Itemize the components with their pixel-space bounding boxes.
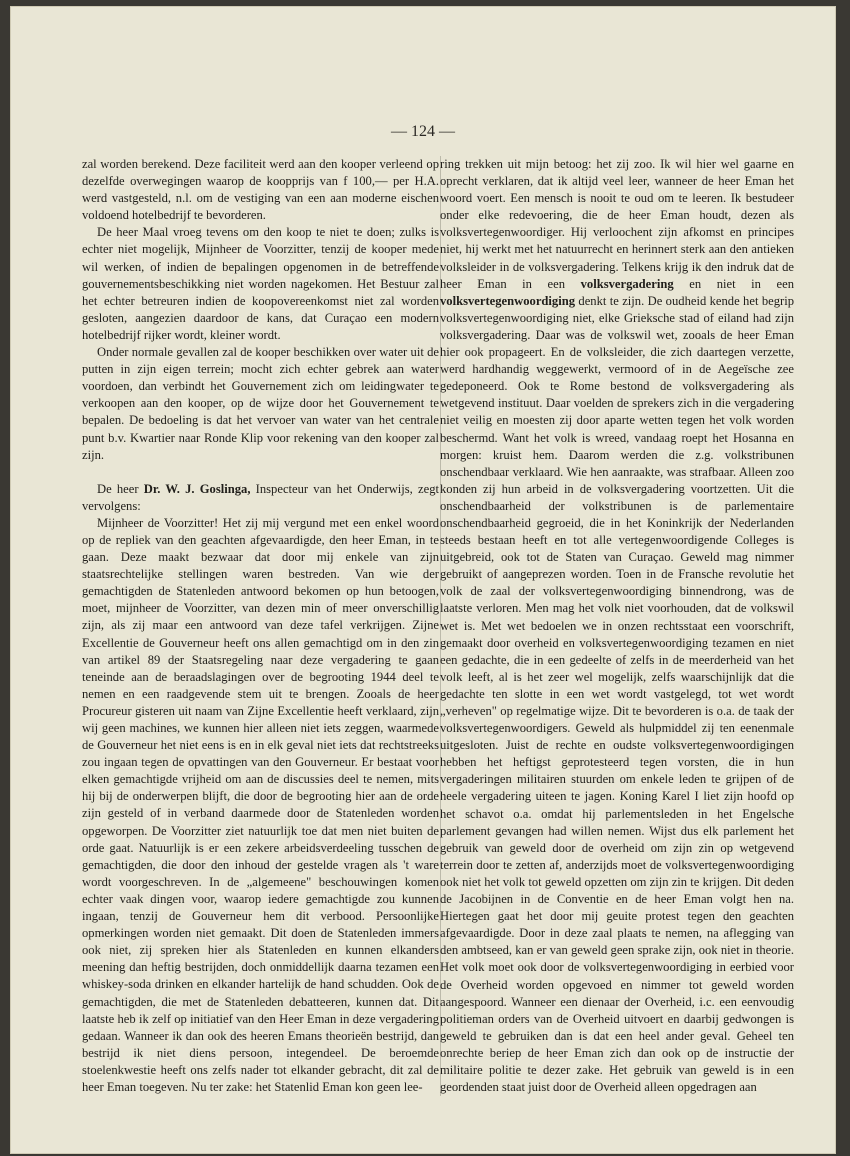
text-run: en niet in een — [673, 276, 794, 291]
paragraph: De heer Maal vroeg tevens om den koop te niet te doen; zulks is echter niet mogelijk, Mijnheer de Voorzitter, tenzij de kooper mede wil werken, of indien de bepalingen opgenomen in de betreffende gouvernementsbeschikking niet worden nagekomen. Het Bestuur zal het echter betreuren indien de koopovereenkomst niet zal worden gesloten, aangezien daardoor de kans, dat Curaçao een modern hotelbedrijf rijker wordt, kleiner wordt. — [82, 225, 439, 342]
text-run: ring trekken uit mijn betoog: het zij zoo. Ik wil hier wel gaarne en oprecht verklaren, dat ik altijd veel leer, wanneer de heer Eman het woord voert. Een mensch is nooit te oud om te leeren. Ik bestudeer onder elke redevoering, die de heer Eman houdt, dezen als volksvertegenwoordiger. Hij verloochent zijn afkomst en principes niet, hij werkt met het natuurrecht en herinnert sterk aan den antieken volksleider in de volksvergadering. Telkens krijg ik den indruk dat de heer Eman in een — [440, 157, 794, 291]
paragraph: Onder normale gevallen zal de kooper beschikken over water uit de putten in zijn eigen terrein; mocht zich echter gebrek aan water voordoen, dan verbindt het Gouvernement zich om leidingwater te verkoopen aan den kooper, op de wijze door het Gouvernement te bepalen. De bedoeling is dat het vervoer van water van het centrale punt b.v. Kwartier naar Ronde Klip voor rekening van den kooper zal zijn. — [82, 345, 439, 462]
paragraph: Mijnheer de Voorzitter! Het zij mij vergund met een enkel woord op de repliek van den geachten afgevaardigde, den heer Eman, in te gaan. Deze maakt bezwaar dat door mij enkele van zijn staatsrechtelijke stellingen waren bestreden. Van wie der gemachtigden de Statenleden antwoord bekomen op hun betoogen, moet, mijnheer de Voorzitter, van dezen min of meer onverschillig zijn, als zij maar een antwoord van deze tafel verkrijgen. Zijne Excellentie de Gouverneur heeft ons allen gemachtigd om in den zin van artikel 89 der Staatsregeling naar deze vergadering te gaan teneinde aan de beraadslagingen over de begrooting 1944 deel te nemen en een raadgevende stem uit te brengen. Zooals de heer Procureur gisteren uit naam van Zijne Excellentie heeft verklaard, zijn wij geen machines, we kunnen hier alleen niet iets zeggen, waarmede de Gouverneur het niet eens is en in elk geval niet iets dat rechtstreeks zou ingaan tegen de opvattingen van den Gouverneur. Er bestaat voor elken gemachtigde vrijheid om aan de discussies deel te nemen, mits hij bij de onderwerpen blijft, die door de begrooting hier aan de orde zijn gesteld of in verband daarmede door de Statenleden worden opgeworpen. De Voorzitter ziet natuurlijk toe dat men niet buiten de orde gaat. Natuurlijk is er een zekere arbeidsverdeeling tusschen de gemachtigden, die door den inhoud der gestelde vragen als 't ware wordt voorgeschreven. In de „algemeene" beschouwingen komen echter vaak dingen voor, waarop iedere gemachtigde zou kunnen ingaan, tenzij de Gouverneur hem dit verbood. Persoonlijke opmerkingen worden niet gemaakt. Dit doen de Statenleden immers ook niet, zij spreken hier als Statenleden en kunnen elkanders meening dan heftig bestrijden, doch onmiddellijk daarna tezamen een whiskey-soda drinken en elkander hartelijk de hand schudden. Ook de gemachtigden, die met de Statenleden debatteeren, kunnen dat. Dit laatste heb ik zelf op initiatief van den Heer Eman in deze vergadering gedaan. Wanneer ik dan ook des heeren Emans theorieën bestrijd, dan bestrijd ik niet diens persoon, integendeel. De beroemde stoelenkwestie heeft ons zelfs nader tot elkander gebracht, dit zal de heer Eman toegeven. Nu ter zake: het Statenlid Eman kon geen lee- — [82, 515, 439, 1094]
left-column — [82, 156, 439, 1096]
paragraph: zal worden berekend. Deze faciliteit werd aan den kooper verleend op dezelfde overwegingen waarop de koopprijs van f 100,— per H.A. werd vastgesteld, n.l. om de vestiging van een aan moderne eischen voldoend hotelbedrijf te bevorderen. — [82, 157, 439, 223]
speaker-name: Dr. W. J. Goslinga, — [143, 481, 251, 496]
paragraph — [440, 156, 794, 1096]
bold-term: volksvergadering — [580, 276, 674, 291]
document-page — [10, 6, 836, 1154]
bold-term: volksvertegenwoordiging — [440, 293, 576, 308]
speaker-role: Inspecteur van het Onderwijs, zegt vervolgens: — [82, 481, 439, 513]
speaker-intro: De heer — [97, 481, 144, 496]
text-run: denkt te zijn. De oudheid kende het begrip volksvertegenwoordiging niet, elke Grieksche stad of eiland had zijn volksvergadering. Daar was de volkswil wet, zooals de heer Eman hier ook propageert. En de volksleider, die zich daartegen verzette, werd hardhandig weggewerkt, vermoord of in de Aegeïsche zee gedeponeerd. Ook te Rome bestond de volksvergadering als wetgevend instituut. Daar voelden de sprekers zich in die vergadering niet veilig en moesten zij door aparte wetten tegen het volk worden beschermd. Want het volk is wreed, vandaag roept het Hosanna en morgen: kruist hem. Daarom werden die z.g. volkstribunen onschendbaar verklaard. Wie hen aanraakte, was strafbaar. Alleen zoo konden zij hun arbeid in de volksvergadering voortzetten. Uit die onschendbaarheid der volkstribunen is de parlementaire onschendbaarheid gegroeid, die in het Koninkrijk der Nederlanden steeds bestaan heeft en tot alle vertegenwoordigende Colleges is uitgebreid, ook tot de Staten van Curaçao. Geweld mag nimmer gebruikt of aangeprezen worden. Toen in de Fransche revolutie het volk de zaal der volksvertegenwoordiging binnendrong, was de laatste verloren. Men mag het volk niet voorhouden, dat de volkswil wet is. Met wet bedoelen we in onzen rechtsstaat een voorschrift, gemaakt door overheid en volksvertegenwoordiging tezamen en niet een gedachte, die in een gedeelte of zelfs in de meerderheid van het volk leeft, al is het zeer wel mogelijk, zelfs waarschijnlijk dat die gedachte ten slotte in een wet wordt vastgelegd, tot wet wordt „verheven" op regelmatige wijze. Dit te bevorderen is o.a. de taak der volksvertegenwoordigers. Geweld als hulpmiddel zij ten eenenmale uitgesloten. Juist de rechte en oudste volksvertegenwoordigingen hebben het heftigst geprotesteerd tegen vorsten, die in hun vergaderingen militairen stuurden om enkele leden te grijpen of de heele vergadering uiteen te jagen. Koning Karel I liet zijn hoofd op het schavot o.a. omdat hij parlementsleden in het Engelsche parlement gevangen had willen nemen. Wijst dus elk parlement het gebruik van geweld door de overheid om zijn zin op wetgevend terrein door te zetten af, anderzijds moet de volksvertegenwoordiging ook niet het volk tot geweld opzetten om zijn zin te krijgen. Dit deden de Jacobijnen in de Conventie en de heer Eman volgt hen na. Hiertegen gaat het door mij geuite protest tegen den geachten afgevaardigde. Door in deze zaal plaats te nemen, na aflegging van den ambtseed, kan er van geweld geen sprake zijn, ook niet in theorie. Het volk moet ook door de volksvertegenwoordiging in eerbied voor de Overheid worden opgevoed en nimmer tot geweld worden aangespoord. Wanneer een dienaar der Overheid, i.c. een eenvoudig politieman orders van de Overheid uitvoert en daarbij gedwongen is geweld te gebruiken dan is dat een heel ander geval. Geheel ten onrechte beriep de heer Eman zich dan ook op de instructie der militaire politie te dezer zake. Het gebruik van geweld is in een geordenden staat juist door de Overheid alleen opgedragen aan — [440, 293, 794, 1095]
right-column — [440, 156, 794, 1096]
page-number: — 124 — — [391, 123, 455, 140]
speaker-paragraph — [82, 481, 439, 515]
